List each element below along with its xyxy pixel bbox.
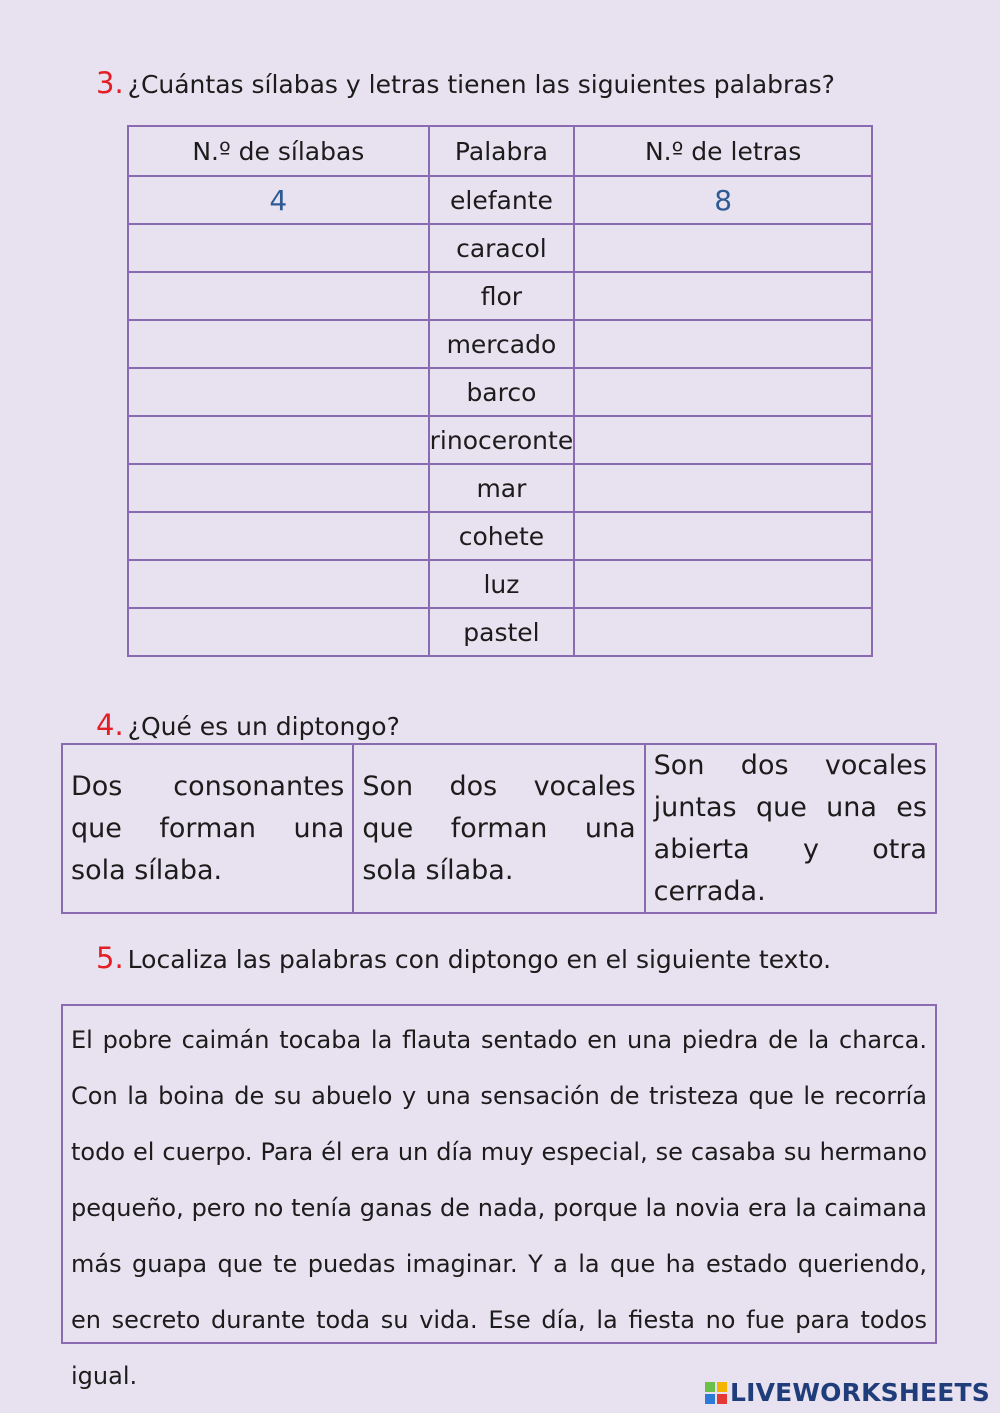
question-text: ¿Cuántas sílabas y letras tienen las siguientes palabras? <box>127 70 835 99</box>
syllables-cell[interactable]: 4 <box>128 176 429 224</box>
word-cell: luz <box>429 560 575 608</box>
word-cell: elefante <box>429 176 575 224</box>
syllables-cell[interactable] <box>128 272 429 320</box>
syllables-cell[interactable] <box>128 512 429 560</box>
table-row <box>128 608 872 656</box>
word-cell: caracol <box>429 224 575 272</box>
syllables-cell[interactable] <box>128 464 429 512</box>
letters-cell[interactable] <box>574 224 872 272</box>
letters-input[interactable] <box>575 274 871 318</box>
letters-input[interactable] <box>575 514 871 558</box>
question-number: 3. <box>96 66 124 100</box>
table-row <box>128 512 872 560</box>
logo-mark-icon <box>705 1382 727 1404</box>
letters-cell[interactable] <box>574 416 872 464</box>
syllables-input[interactable] <box>129 370 428 414</box>
table-row <box>128 416 872 464</box>
word-cell: rinoceronte <box>429 416 575 464</box>
header-syllables: N.º de sílabas <box>128 126 429 176</box>
story-text: El pobre caimán tocaba la flauta sentado en una piedra de la charca. Con la boina de su abuelo y una sensación de tristeza que le recorría todo el cuerpo. Para él era un día muy especial, se casaba su hermano pequeño, pero no tenía ganas de nada, porque la novia era la caimana más guapa que te puedas imaginar. Y a la que ha estado queriendo, en secreto durante toda su vida. Ese día, la fiesta no fue para todos igual. <box>71 1026 927 1390</box>
question-3-title <box>96 66 835 100</box>
letters-cell[interactable] <box>574 512 872 560</box>
syllables-cell[interactable] <box>128 224 429 272</box>
question-text: ¿Qué es un diptongo? <box>127 712 400 741</box>
word-cell: flor <box>429 272 575 320</box>
table-row <box>128 320 872 368</box>
option-c[interactable] <box>644 745 935 912</box>
table-row <box>128 368 872 416</box>
syllable-letter-table <box>127 125 873 657</box>
question-text: Localiza las palabras con diptongo en el siguiente texto. <box>127 945 832 974</box>
letters-cell[interactable] <box>574 320 872 368</box>
letters-input[interactable] <box>575 562 871 606</box>
option-text: Son dos vocales juntas que una es abierta y otra cerrada. <box>653 749 927 907</box>
syllables-input[interactable] <box>129 466 428 510</box>
letters-cell[interactable] <box>574 560 872 608</box>
letters-cell[interactable]: 8 <box>574 176 872 224</box>
header-letters: N.º de letras <box>574 126 872 176</box>
letters-input[interactable] <box>575 610 871 654</box>
option-text: Son dos vocales que forman una sola sílaba. <box>362 770 636 886</box>
option-a[interactable] <box>63 745 352 912</box>
letters-input[interactable] <box>575 226 871 270</box>
liveworksheets-logo <box>705 1378 990 1407</box>
table-header-row <box>128 126 872 176</box>
table-row <box>128 464 872 512</box>
header-word: Palabra <box>429 126 575 176</box>
syllables-input[interactable] <box>129 226 428 270</box>
word-cell: mercado <box>429 320 575 368</box>
story-text-box[interactable] <box>61 1004 937 1390</box>
syllables-input[interactable] <box>129 322 428 366</box>
syllables-input[interactable] <box>129 562 428 606</box>
word-cell: barco <box>429 368 575 416</box>
diphthong-options <box>61 743 937 914</box>
table-row <box>128 224 872 272</box>
question-4-title <box>96 708 400 742</box>
table-row <box>128 560 872 608</box>
letters-input[interactable] <box>575 370 871 414</box>
syllables-input[interactable] <box>129 514 428 558</box>
letters-input[interactable] <box>575 466 871 510</box>
table-row <box>128 272 872 320</box>
letters-input[interactable] <box>575 418 871 462</box>
letters-input[interactable] <box>575 322 871 366</box>
syllables-cell[interactable] <box>128 368 429 416</box>
word-cell: pastel <box>429 608 575 656</box>
option-b[interactable] <box>352 745 643 912</box>
syllables-input[interactable] <box>129 418 428 462</box>
letters-cell[interactable] <box>574 368 872 416</box>
option-text: Dos consonantes que forman una sola sílaba. <box>71 770 345 886</box>
letters-cell[interactable] <box>574 464 872 512</box>
question-number: 4. <box>96 708 124 742</box>
syllables-input[interactable] <box>129 610 428 654</box>
letters-cell[interactable] <box>574 272 872 320</box>
word-cell: cohete <box>429 512 575 560</box>
brand-name: LIVEWORKSHEETS <box>729 1378 990 1407</box>
syllables-cell[interactable] <box>128 416 429 464</box>
syllables-cell[interactable] <box>128 560 429 608</box>
letters-cell[interactable] <box>574 608 872 656</box>
question-number: 5. <box>96 941 124 975</box>
word-cell: mar <box>429 464 575 512</box>
syllables-input[interactable] <box>129 274 428 318</box>
syllables-cell[interactable] <box>128 320 429 368</box>
table-row <box>128 176 872 224</box>
question-5-title <box>96 941 831 975</box>
syllables-cell[interactable] <box>128 608 429 656</box>
